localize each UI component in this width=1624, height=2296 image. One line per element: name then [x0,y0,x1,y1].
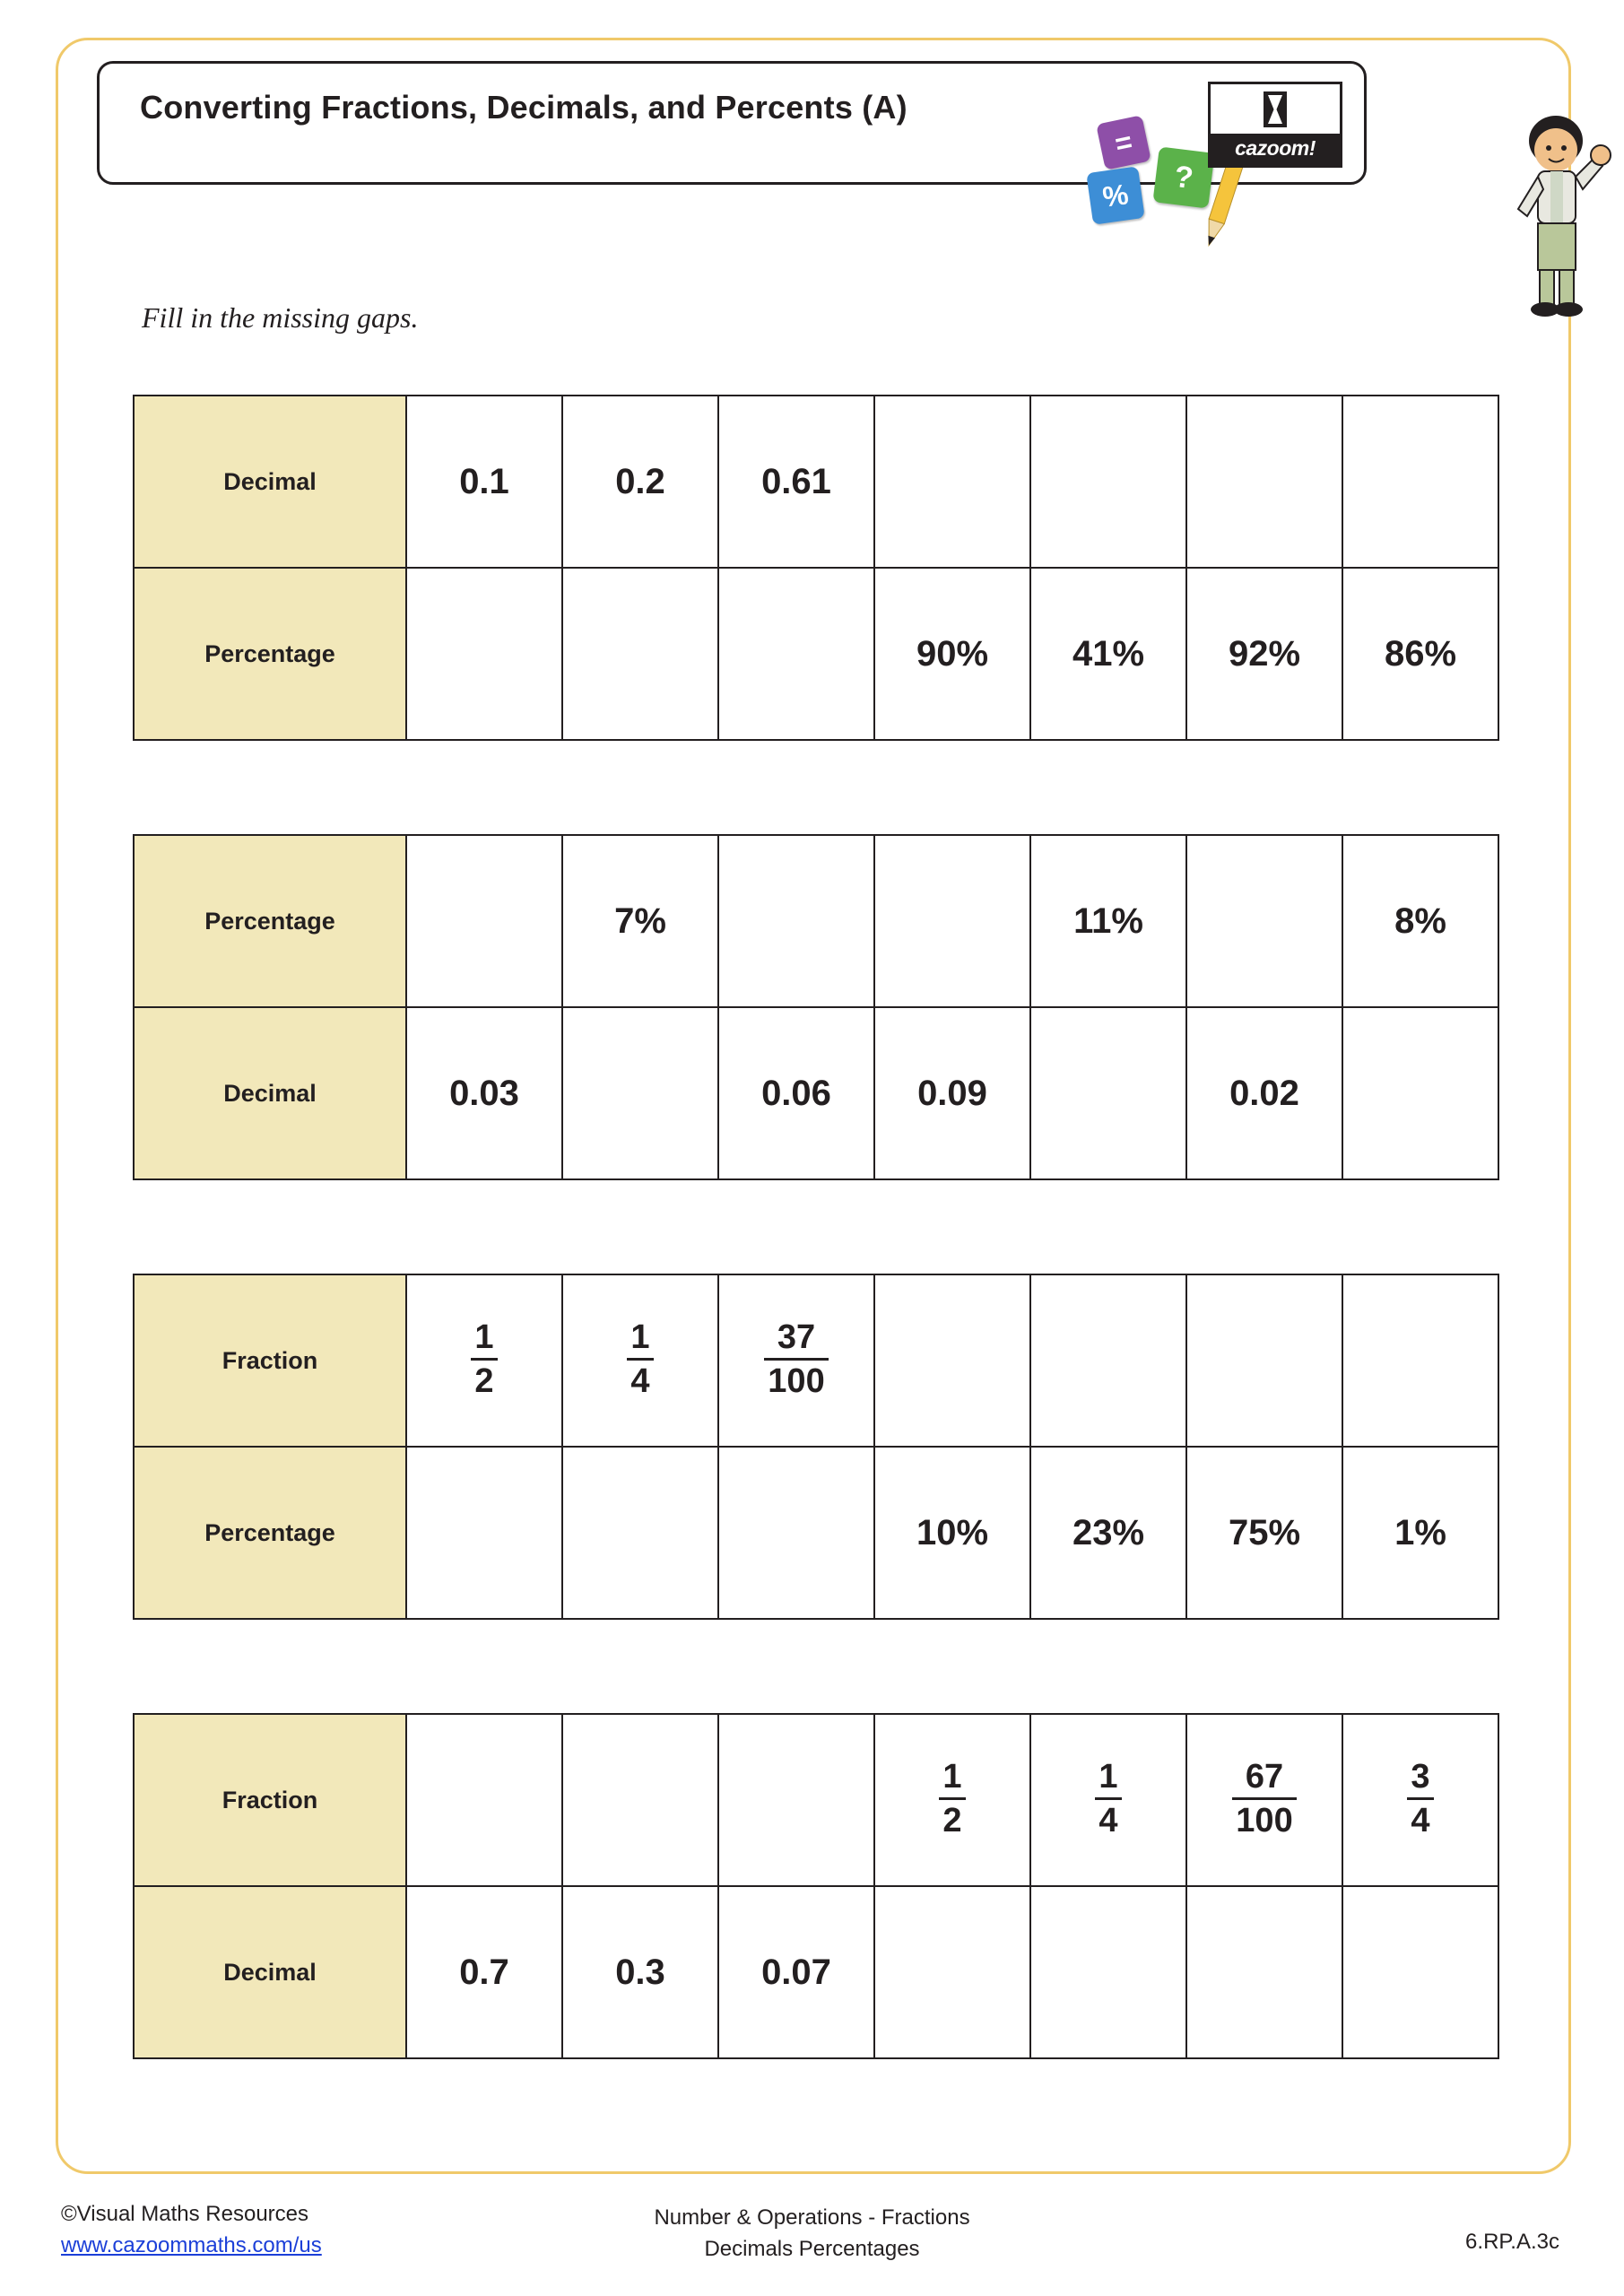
answer-cell[interactable]: 0.03 [406,1007,562,1179]
fraction: $\frac{1}{4}$ [1095,1760,1121,1838]
row-label: Percentage [134,835,406,1007]
answer-cell[interactable]: 8% [1342,835,1498,1007]
answer-cell[interactable]: 0.7 [406,1886,562,2058]
answer-cell[interactable]: 0.1 [406,396,562,568]
table-1 [133,395,1499,741]
answer-cell[interactable] [1186,1714,1342,1886]
answer-cell[interactable] [718,835,874,1007]
fraction: $\frac{1}{4}$ [627,1320,653,1398]
answer-cell[interactable] [562,1447,718,1619]
answer-cell[interactable] [1186,835,1342,1007]
footer-topic-line1: Number & Operations - Fractions [654,2205,970,2230]
answer-cell[interactable] [562,1007,718,1179]
table-row [134,1007,1498,1179]
answer-cell[interactable] [1030,1886,1186,2058]
answer-cell[interactable] [406,1274,562,1447]
answer-cell[interactable] [562,1714,718,1886]
answer-cell[interactable] [1030,1274,1186,1447]
answer-cell[interactable]: 1% [1342,1447,1498,1619]
answer-cell[interactable] [718,1447,874,1619]
answer-cell[interactable] [1186,396,1342,568]
fraction: $\frac{1}{2}$ [939,1760,965,1838]
answer-cell[interactable]: 0.07 [718,1886,874,2058]
row-label: Fraction [134,1274,406,1447]
table-row [134,1886,1498,2058]
footer [0,2199,1624,2289]
answer-cell[interactable] [1186,1274,1342,1447]
row-label: Decimal [134,1886,406,2058]
answer-cell[interactable] [562,568,718,740]
cazoom-link[interactable]: www.cazoommaths.com/us [61,2232,322,2257]
footer-topic-line2: Decimals Percentages [704,2236,920,2261]
equals-tile-icon: = [1096,115,1151,170]
table-row [134,396,1498,568]
answer-cell[interactable] [874,835,1030,1007]
answer-cell[interactable] [718,1274,874,1447]
fraction: $\frac{3}{4}$ [1407,1760,1433,1838]
table-2 [133,834,1499,1180]
answer-cell[interactable] [1186,1886,1342,2058]
answer-cell[interactable]: 0.09 [874,1007,1030,1179]
answer-cell[interactable] [1342,1886,1498,2058]
percent-tile-icon: % [1086,166,1145,225]
answer-cell[interactable]: 90% [874,568,1030,740]
answer-cell[interactable]: 0.61 [718,396,874,568]
table-row [134,1714,1498,1886]
answer-cell[interactable]: 0.06 [718,1007,874,1179]
answer-cell[interactable] [1030,1007,1186,1179]
answer-cell[interactable] [1030,396,1186,568]
fraction: $\frac{1}{2}$ [471,1320,497,1398]
answer-cell[interactable] [718,568,874,740]
answer-cell[interactable]: 7% [562,835,718,1007]
answer-cell[interactable]: 23% [1030,1447,1186,1619]
row-label: Decimal [134,396,406,568]
answer-cell[interactable] [1030,1714,1186,1886]
fraction: $\frac{37}{100}$ [764,1320,828,1398]
answer-cell[interactable] [1342,1714,1498,1886]
row-label: Fraction [134,1714,406,1886]
answer-cell[interactable]: 11% [1030,835,1186,1007]
copyright-text: ©Visual Maths Resources [61,2202,309,2226]
answer-cell[interactable] [1342,1007,1498,1179]
table-row [134,1447,1498,1619]
answer-cell[interactable] [1342,396,1498,568]
answer-cell[interactable]: 0.2 [562,396,718,568]
row-label: Decimal [134,1007,406,1179]
footer-center [0,2203,1624,2266]
row-label: Percentage [134,1447,406,1619]
mascot-icon [1491,103,1624,327]
answer-cell[interactable] [1342,1274,1498,1447]
answer-cell[interactable]: 0.3 [562,1886,718,2058]
answer-cell[interactable]: 0.02 [1186,1007,1342,1179]
standard-code: 6.RP.A.3c [1465,2230,1559,2254]
table-row [134,1274,1498,1447]
table-row [134,568,1498,740]
answer-cell[interactable] [562,1274,718,1447]
fraction: $\frac{67}{100}$ [1232,1760,1296,1838]
answer-cell[interactable]: 10% [874,1447,1030,1619]
answer-cell[interactable]: 75% [1186,1447,1342,1619]
table-3 [133,1274,1499,1620]
answer-cell[interactable]: 86% [1342,568,1498,740]
answer-cell[interactable] [406,835,562,1007]
cazoom-logo [1208,82,1342,168]
answer-cell[interactable] [874,1274,1030,1447]
answer-cell[interactable] [874,1886,1030,2058]
table-4 [133,1713,1499,2059]
cazoom-wordmark: cazoom! [1211,134,1340,165]
answer-cell[interactable]: 92% [1186,568,1342,740]
answer-cell[interactable] [406,568,562,740]
page-title: Converting Fractions, Decimals, and Percents (A) [140,89,908,126]
answer-cell[interactable] [718,1714,874,1886]
answer-cell[interactable]: 41% [1030,568,1186,740]
header-banner [97,61,1367,213]
hourglass-icon [1264,91,1287,127]
answer-cell[interactable] [874,396,1030,568]
answer-cell[interactable] [406,1447,562,1619]
instruction-text: Fill in the missing gaps. [142,301,419,334]
row-label: Percentage [134,568,406,740]
question-tile-icon: ? [1152,146,1214,208]
answer-cell[interactable] [406,1714,562,1886]
answer-cell[interactable] [874,1714,1030,1886]
table-row [134,835,1498,1007]
